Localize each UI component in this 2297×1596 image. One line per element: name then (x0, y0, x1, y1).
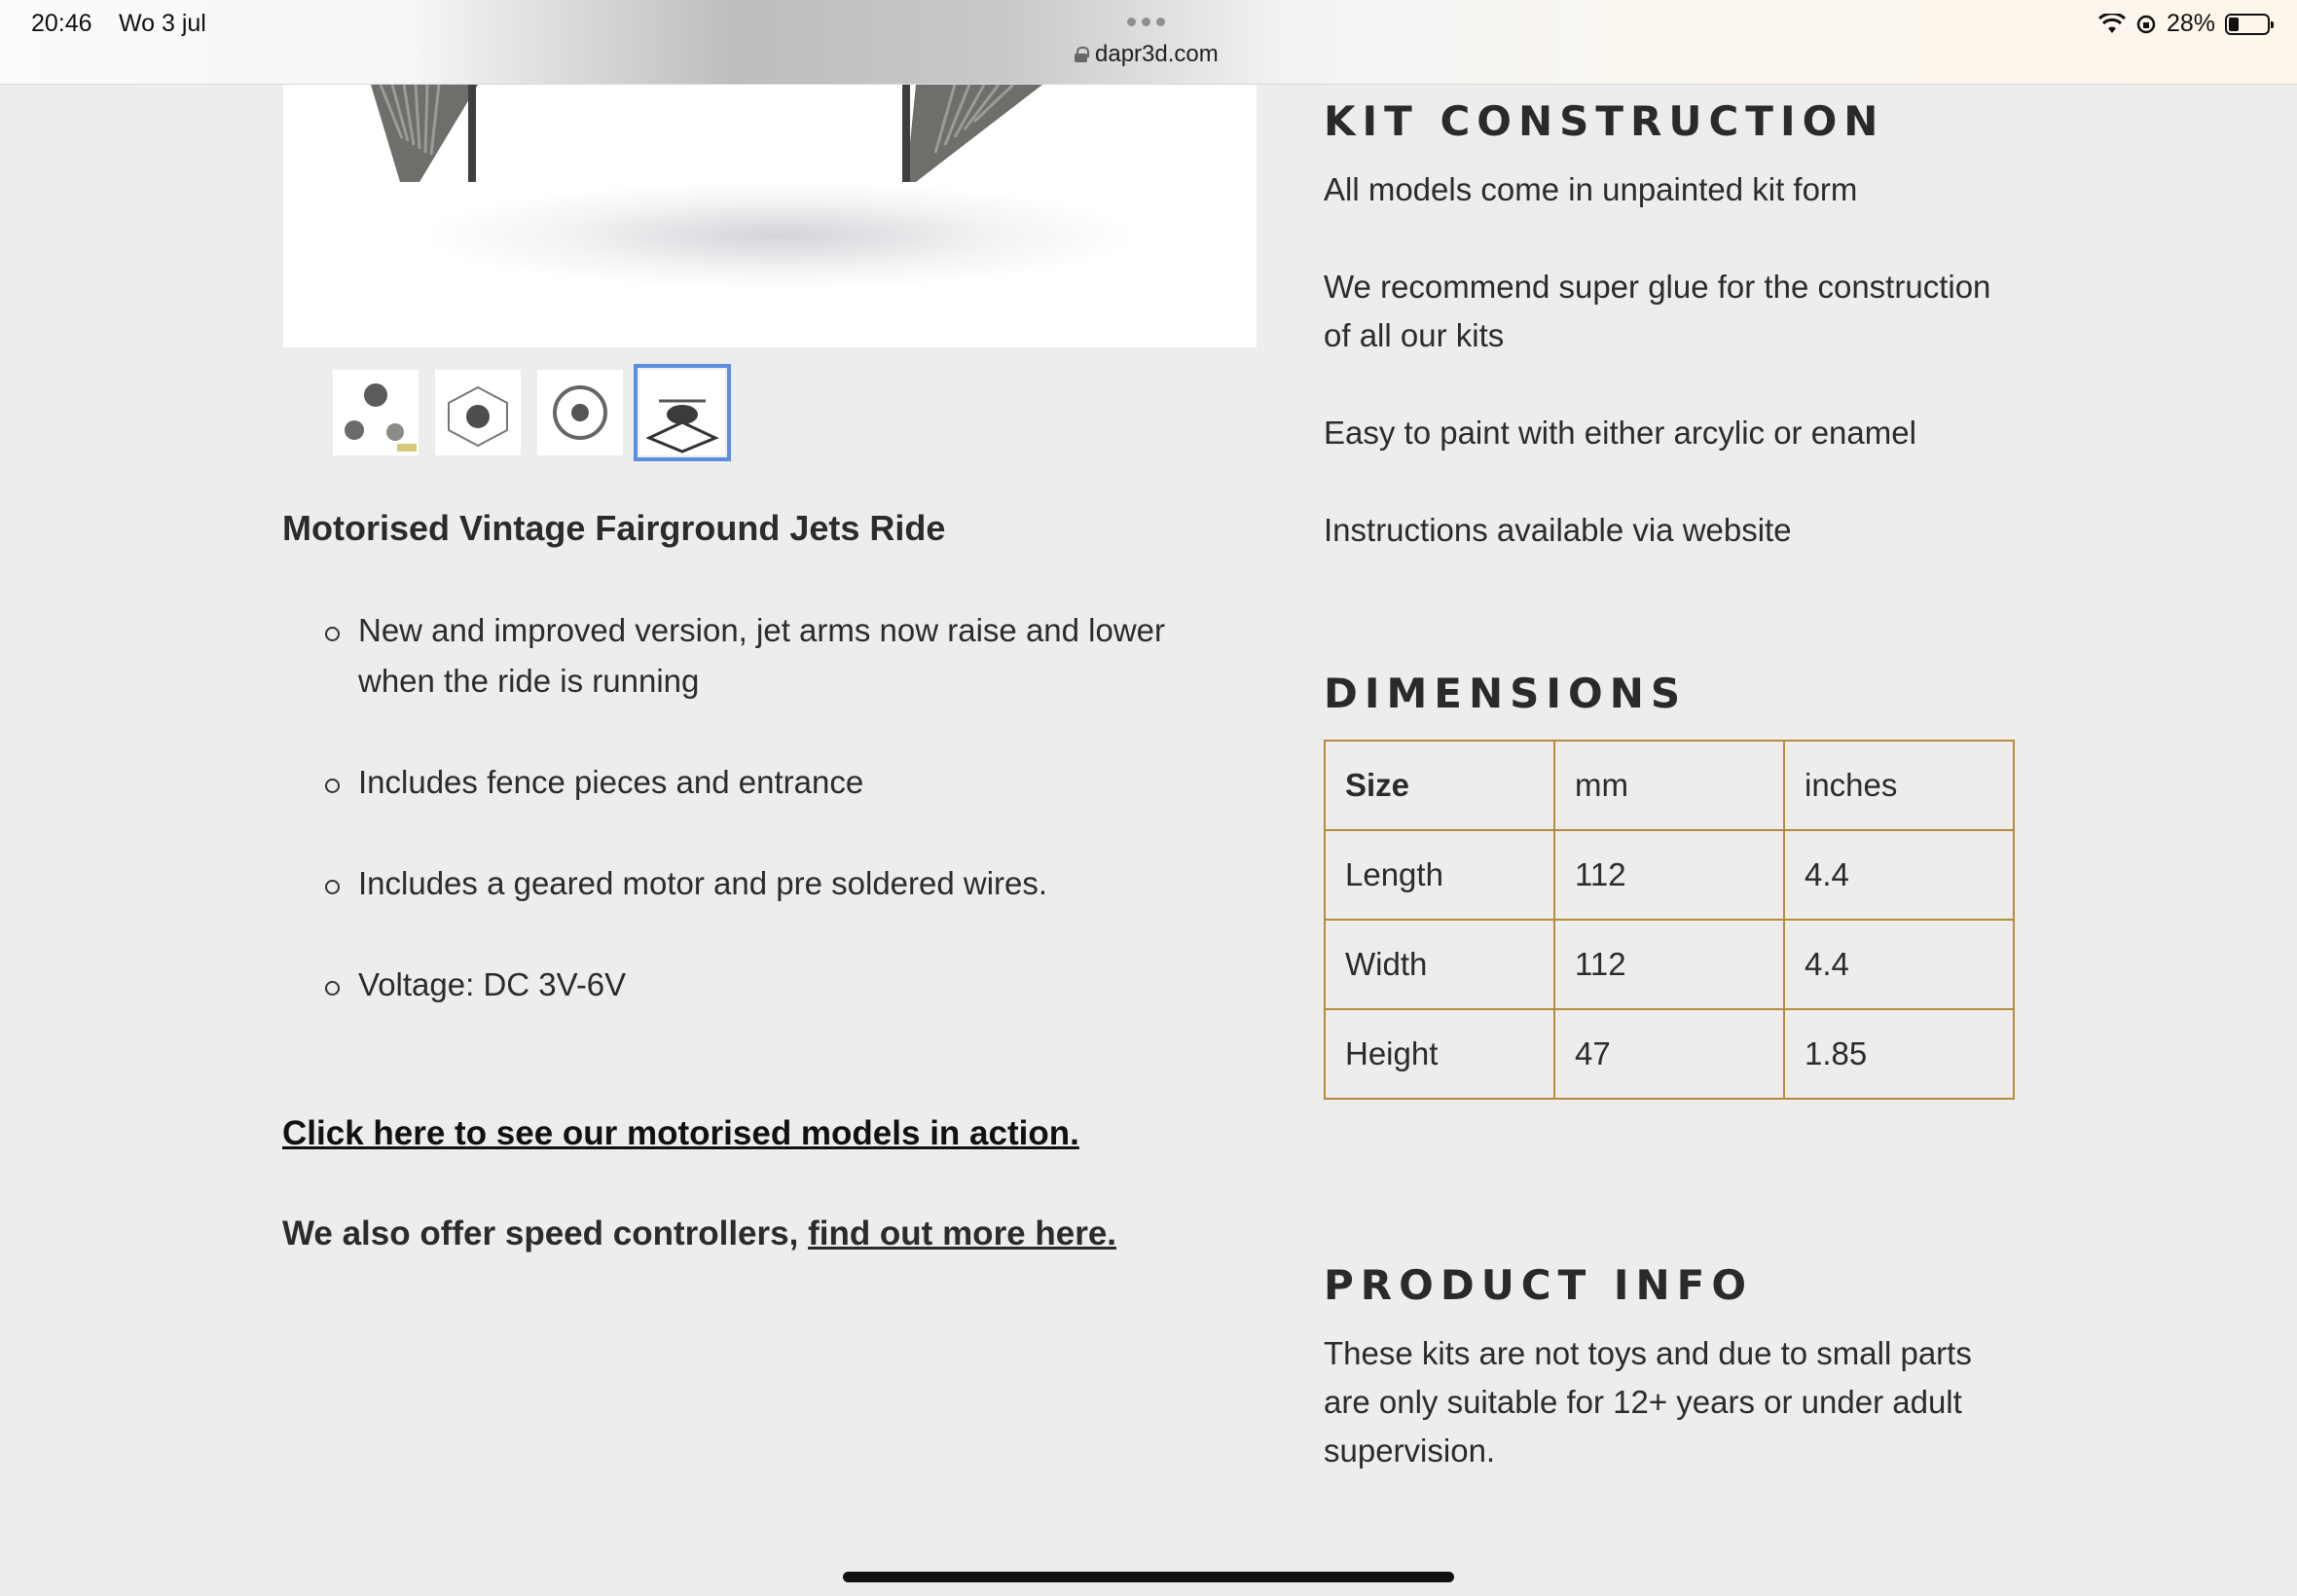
lock-icon (1075, 47, 1087, 62)
list-item: New and improved version, jet arms now raise and lower when the ride is running (358, 605, 1244, 707)
status-indicators (2098, 10, 2270, 38)
orientation-lock-icon (2135, 14, 2157, 35)
battery-percent: 28% (2166, 10, 2215, 37)
status-time: 20:46 (31, 10, 92, 37)
wifi-icon (2098, 14, 2126, 35)
feature-list (358, 605, 1244, 1061)
dimensions-heading: DIMENSIONS (1324, 670, 1688, 717)
thumbnail-strip (333, 370, 725, 455)
table-cell: 112 (1554, 830, 1784, 920)
table-row (1325, 920, 2014, 1009)
status-date: Wo 3 jul (119, 10, 206, 37)
kit-construction-heading: KIT CONSTRUCTION (1324, 97, 1885, 145)
list-item: Includes a geared motor and pre soldered wires. (358, 858, 1244, 909)
speed-controllers-label: We also offer speed controllers, (282, 1215, 809, 1252)
thumbnail-image (639, 370, 725, 455)
dimensions-table (1324, 740, 2015, 1100)
table-row (1325, 1009, 2014, 1099)
table-cell: Width (1325, 920, 1554, 1009)
product-main-image[interactable] (283, 85, 1257, 347)
product-info-text: These kits are not toys and due to small parts are only suitable for 12+ years or under adult supervision. (1324, 1335, 1972, 1469)
product-title: Motorised Vintage Fairground Jets Ride (282, 508, 946, 548)
list-item: Includes fence pieces and entrance (358, 757, 1244, 808)
table-cell: Height (1325, 1009, 1554, 1099)
thumbnail-image (435, 370, 521, 455)
table-header-cell: mm (1554, 741, 1784, 830)
url-text: dapr3d.com (1095, 41, 1219, 67)
table-cell: 4.4 (1784, 830, 2014, 920)
speed-controllers-text (282, 1215, 1116, 1253)
thumbnail-2[interactable] (435, 370, 521, 455)
thumbnail-4-selected[interactable] (639, 370, 725, 455)
thumbnail-image (537, 370, 623, 455)
home-indicator[interactable] (843, 1572, 1454, 1582)
list-item: Voltage: DC 3V-6V (358, 960, 1244, 1010)
thumbnail-image (333, 370, 419, 455)
kit-paragraph-3: Easy to paint with either arcylic or enamel (1324, 415, 1916, 451)
more-menu-icon[interactable] (1127, 18, 1165, 26)
find-out-more-link[interactable]: find out more here. (808, 1215, 1117, 1252)
browser-top-bar (0, 0, 2297, 85)
table-cell: Length (1325, 830, 1554, 920)
kit-paragraph-1: All models come in unpainted kit form (1324, 171, 1858, 207)
table-cell: 112 (1554, 920, 1784, 1009)
thumbnail-1[interactable] (333, 370, 419, 455)
address-bar[interactable] (1075, 41, 1219, 68)
image-shadow (429, 182, 1130, 289)
table-row (1325, 830, 2014, 920)
table-header-row (1325, 741, 2014, 830)
table-cell: 47 (1554, 1009, 1784, 1099)
table-header-cell: Size (1325, 741, 1554, 830)
product-info-heading: PRODUCT INFO (1324, 1261, 1754, 1309)
table-cell: 1.85 (1784, 1009, 2014, 1099)
kit-paragraph-4: Instructions available via website (1324, 512, 1792, 548)
motorised-models-link[interactable]: Click here to see our motorised models in action. (282, 1114, 1079, 1152)
table-header-cell: inches (1784, 741, 2014, 830)
kit-paragraph-2: We recommend super glue for the construction of all our kits (1324, 269, 1991, 353)
table-cell: 4.4 (1784, 920, 2014, 1009)
thumbnail-3[interactable] (537, 370, 623, 455)
battery-icon (2225, 14, 2270, 35)
